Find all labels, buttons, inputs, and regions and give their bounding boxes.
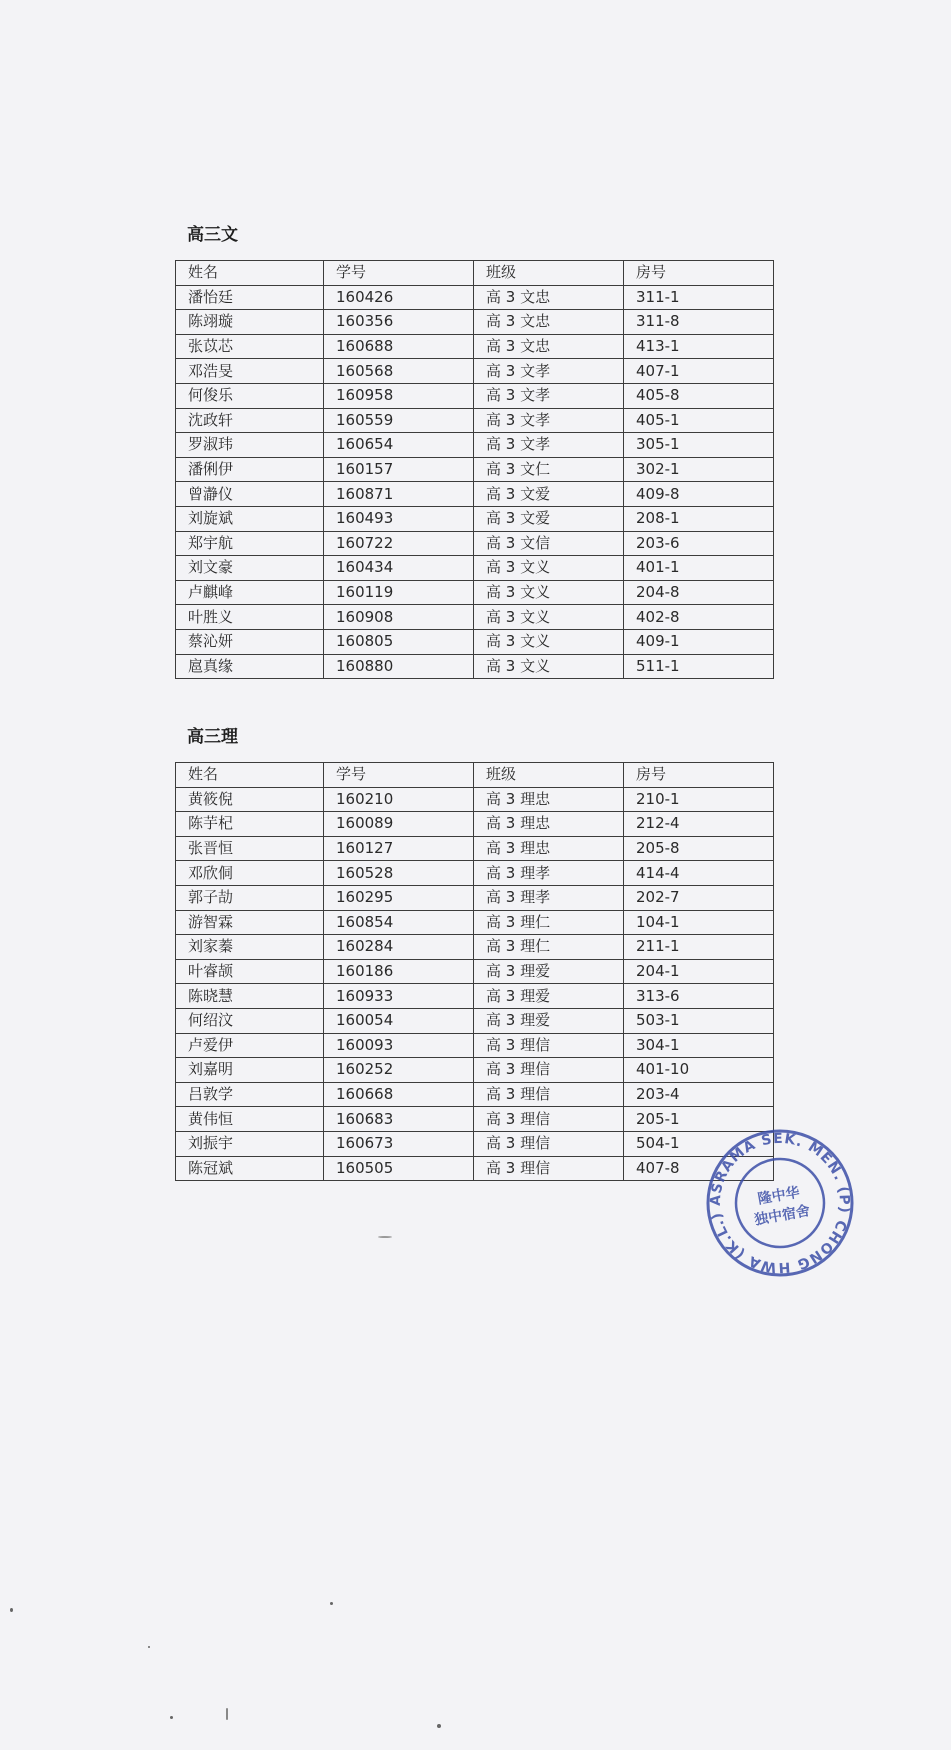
cell-class: 高 3 文孝 [474, 383, 624, 408]
cell-name: 邓欣侗 [176, 861, 324, 886]
table-header [176, 763, 774, 788]
arts-students-table [175, 260, 774, 679]
cell-class: 高 3 文义 [474, 556, 624, 581]
cell-student-id: 160722 [324, 531, 474, 556]
cell-class: 高 3 理信 [474, 1033, 624, 1058]
dormitory-stamp [705, 1128, 855, 1278]
cell-student-id: 160127 [324, 836, 474, 861]
cell-class: 高 3 理仁 [474, 935, 624, 960]
cell-name: 郭子劼 [176, 885, 324, 910]
cell-room: 203-6 [624, 531, 774, 556]
cell-student-id: 160295 [324, 885, 474, 910]
cell-name: 刘嘉明 [176, 1058, 324, 1083]
cell-student-id: 160568 [324, 359, 474, 384]
table-row [176, 605, 774, 630]
section-title-science: 高三理 [187, 727, 238, 747]
scan-speck [148, 1646, 150, 1648]
table-header [176, 261, 774, 286]
stamp-outer-text: ASRAMA SEK. MEN. (P) CHONG HWA (K.L.) [707, 1130, 853, 1276]
cell-name: 叶胜义 [176, 605, 324, 630]
cell-student-id: 160668 [324, 1082, 474, 1107]
cell-student-id: 160908 [324, 605, 474, 630]
stamp-inner-text-line1: 隆中华 [756, 1184, 801, 1208]
cell-class: 高 3 文爱 [474, 506, 624, 531]
cell-room: 405-8 [624, 383, 774, 408]
cell-name: 陈翊璇 [176, 310, 324, 335]
cell-class: 高 3 文孝 [474, 408, 624, 433]
table-row [176, 334, 774, 359]
cell-name: 吕敦学 [176, 1082, 324, 1107]
cell-room: 208-1 [624, 506, 774, 531]
cell-student-id: 160252 [324, 1058, 474, 1083]
cell-room: 204-8 [624, 580, 774, 605]
cell-name: 何俊乐 [176, 383, 324, 408]
cell-class: 高 3 理信 [474, 1058, 624, 1083]
cell-name: 罗淑玮 [176, 433, 324, 458]
cell-room: 409-8 [624, 482, 774, 507]
table-row [176, 812, 774, 837]
table-row [176, 935, 774, 960]
table-row [176, 556, 774, 581]
cell-class: 高 3 文孝 [474, 433, 624, 458]
cell-student-id: 160854 [324, 910, 474, 935]
table-row [176, 1107, 774, 1132]
cell-name: 黄伟恒 [176, 1107, 324, 1132]
cell-class: 高 3 文忠 [474, 310, 624, 335]
cell-name: 刘家蓁 [176, 935, 324, 960]
header-row [176, 261, 774, 286]
column-header-student-id: 学号 [324, 763, 474, 788]
cell-name: 何绍汶 [176, 1008, 324, 1033]
table-row [176, 654, 774, 679]
cell-name: 游智霖 [176, 910, 324, 935]
cell-room: 311-8 [624, 310, 774, 335]
table-row [176, 1058, 774, 1083]
cell-student-id: 160683 [324, 1107, 474, 1132]
table-row [176, 910, 774, 935]
cell-student-id: 160284 [324, 935, 474, 960]
cell-room: 405-1 [624, 408, 774, 433]
column-header-class: 班级 [474, 763, 624, 788]
scan-mark [378, 1236, 392, 1238]
table-row [176, 457, 774, 482]
table-body [176, 285, 774, 679]
cell-student-id: 160493 [324, 506, 474, 531]
scan-speck [10, 1608, 13, 1612]
cell-class: 高 3 理忠 [474, 787, 624, 812]
table-row [176, 861, 774, 886]
table-row [176, 836, 774, 861]
cell-student-id: 160933 [324, 984, 474, 1009]
table-row [176, 433, 774, 458]
cell-student-id: 160559 [324, 408, 474, 433]
cell-name: 曾瀞仪 [176, 482, 324, 507]
cell-room: 401-10 [624, 1058, 774, 1083]
cell-name: 郑宇航 [176, 531, 324, 556]
cell-student-id: 160958 [324, 383, 474, 408]
cell-name: 潘怡廷 [176, 285, 324, 310]
cell-class: 高 3 文义 [474, 629, 624, 654]
column-header-room: 房号 [624, 261, 774, 286]
cell-room: 205-1 [624, 1107, 774, 1132]
table-row [176, 1131, 774, 1156]
scan-speck [437, 1724, 441, 1728]
science-students-table [175, 762, 774, 1181]
table-row [176, 408, 774, 433]
table-row [176, 285, 774, 310]
cell-name: 黄筱倪 [176, 787, 324, 812]
cell-student-id: 160654 [324, 433, 474, 458]
cell-student-id: 160871 [324, 482, 474, 507]
table-row [176, 787, 774, 812]
cell-student-id: 160505 [324, 1156, 474, 1181]
cell-class: 高 3 文信 [474, 531, 624, 556]
cell-class: 高 3 理忠 [474, 812, 624, 837]
cell-name: 邓浩旻 [176, 359, 324, 384]
cell-class: 高 3 理爱 [474, 959, 624, 984]
cell-student-id: 160434 [324, 556, 474, 581]
cell-class: 高 3 理仁 [474, 910, 624, 935]
cell-name: 陈冠斌 [176, 1156, 324, 1181]
cell-room: 407-8 [624, 1156, 774, 1181]
cell-room: 204-1 [624, 959, 774, 984]
cell-name: 陈晓慧 [176, 984, 324, 1009]
cell-student-id: 160673 [324, 1131, 474, 1156]
cell-room: 305-1 [624, 433, 774, 458]
cell-room: 313-6 [624, 984, 774, 1009]
cell-room: 203-4 [624, 1082, 774, 1107]
table-row [176, 959, 774, 984]
scan-speck [170, 1716, 173, 1719]
cell-class: 高 3 理爱 [474, 1008, 624, 1033]
cell-room: 511-1 [624, 654, 774, 679]
cell-room: 414-4 [624, 861, 774, 886]
cell-class: 高 3 理信 [474, 1107, 624, 1132]
table-row [176, 1008, 774, 1033]
cell-name: 潘俐伊 [176, 457, 324, 482]
table-body [176, 787, 774, 1181]
cell-name: 刘文豪 [176, 556, 324, 581]
cell-class: 高 3 文义 [474, 654, 624, 679]
cell-room: 504-1 [624, 1131, 774, 1156]
cell-student-id: 160054 [324, 1008, 474, 1033]
table-row [176, 580, 774, 605]
cell-room: 409-1 [624, 629, 774, 654]
cell-name: 陈芋杞 [176, 812, 324, 837]
cell-class: 高 3 理孝 [474, 885, 624, 910]
cell-class: 高 3 理信 [474, 1156, 624, 1181]
cell-class: 高 3 文义 [474, 605, 624, 630]
cell-student-id: 160186 [324, 959, 474, 984]
scan-speck [330, 1602, 333, 1605]
cell-name: 沈政轩 [176, 408, 324, 433]
stamp-inner-text-line2: 独中宿舍 [753, 1203, 812, 1229]
cell-room: 304-1 [624, 1033, 774, 1058]
cell-student-id: 160426 [324, 285, 474, 310]
cell-student-id: 160805 [324, 629, 474, 654]
cell-room: 104-1 [624, 910, 774, 935]
table-row [176, 310, 774, 335]
cell-name: 张晋恒 [176, 836, 324, 861]
table-row [176, 482, 774, 507]
cell-student-id: 160356 [324, 310, 474, 335]
table-row [176, 531, 774, 556]
cell-room: 302-1 [624, 457, 774, 482]
cell-room: 202-7 [624, 885, 774, 910]
cell-class: 高 3 文孝 [474, 359, 624, 384]
cell-student-id: 160688 [324, 334, 474, 359]
cell-room: 401-1 [624, 556, 774, 581]
table-row [176, 1156, 774, 1181]
table-row [176, 629, 774, 654]
cell-class: 高 3 文忠 [474, 285, 624, 310]
header-row [176, 763, 774, 788]
cell-name: 卢麒峰 [176, 580, 324, 605]
cell-room: 402-8 [624, 605, 774, 630]
cell-class: 高 3 理孝 [474, 861, 624, 886]
table-row [176, 359, 774, 384]
cell-room: 211-1 [624, 935, 774, 960]
scan-mark [226, 1708, 228, 1720]
column-header-student-id: 学号 [324, 261, 474, 286]
table-row [176, 506, 774, 531]
cell-name: 张苡芯 [176, 334, 324, 359]
cell-student-id: 160119 [324, 580, 474, 605]
table-row [176, 383, 774, 408]
column-header-name: 姓名 [176, 261, 324, 286]
table-row [176, 885, 774, 910]
cell-room: 311-1 [624, 285, 774, 310]
column-header-name: 姓名 [176, 763, 324, 788]
table-row [176, 1082, 774, 1107]
section-title-arts: 高三文 [187, 225, 238, 245]
cell-name: 刘振宇 [176, 1131, 324, 1156]
cell-class: 高 3 理爱 [474, 984, 624, 1009]
cell-student-id: 160528 [324, 861, 474, 886]
cell-room: 413-1 [624, 334, 774, 359]
cell-student-id: 160157 [324, 457, 474, 482]
cell-class: 高 3 文义 [474, 580, 624, 605]
cell-room: 407-1 [624, 359, 774, 384]
cell-student-id: 160210 [324, 787, 474, 812]
column-header-class: 班级 [474, 261, 624, 286]
cell-room: 503-1 [624, 1008, 774, 1033]
cell-class: 高 3 理信 [474, 1131, 624, 1156]
cell-class: 高 3 理忠 [474, 836, 624, 861]
cell-room: 212-4 [624, 812, 774, 837]
cell-student-id: 160093 [324, 1033, 474, 1058]
cell-name: 卢爱伊 [176, 1033, 324, 1058]
cell-class: 高 3 文忠 [474, 334, 624, 359]
cell-student-id: 160880 [324, 654, 474, 679]
cell-student-id: 160089 [324, 812, 474, 837]
cell-name: 蔡沁妍 [176, 629, 324, 654]
column-header-room: 房号 [624, 763, 774, 788]
cell-room: 210-1 [624, 787, 774, 812]
cell-name: 刘旋斌 [176, 506, 324, 531]
table-row [176, 984, 774, 1009]
cell-class: 高 3 文爱 [474, 482, 624, 507]
cell-class: 高 3 文仁 [474, 457, 624, 482]
table-row [176, 1033, 774, 1058]
cell-room: 205-8 [624, 836, 774, 861]
cell-name: 叶睿颉 [176, 959, 324, 984]
cell-name: 扈真缘 [176, 654, 324, 679]
cell-class: 高 3 理信 [474, 1082, 624, 1107]
